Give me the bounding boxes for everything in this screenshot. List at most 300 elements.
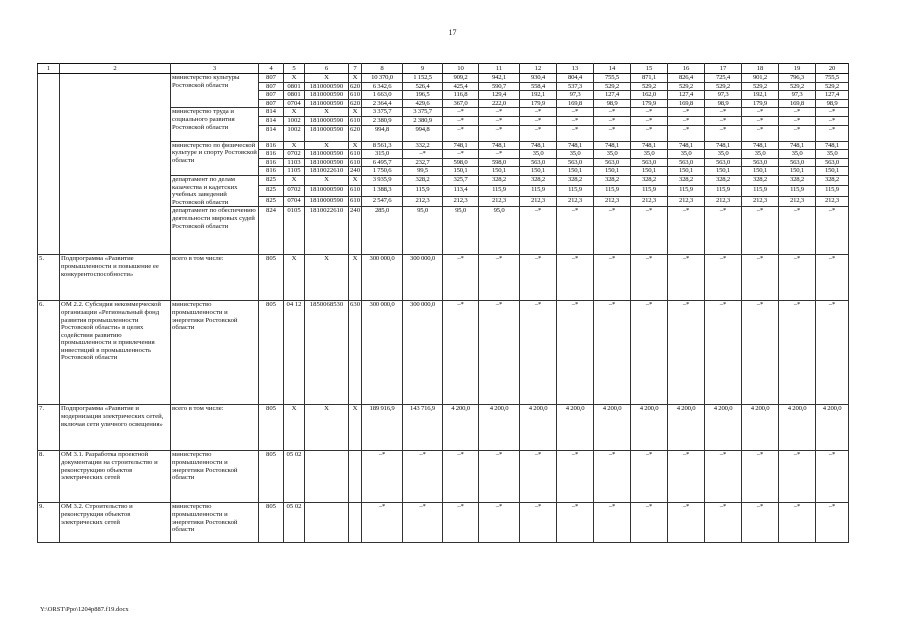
value-year-2: 300 000,0 bbox=[403, 301, 443, 405]
value-year-5: 930,4 bbox=[520, 74, 557, 83]
value-year-11: 529,2 bbox=[742, 82, 779, 91]
value-year-3: 212,3 bbox=[443, 196, 479, 206]
value-year-9: 212,3 bbox=[668, 196, 705, 206]
value-year-13: –* bbox=[816, 207, 849, 255]
value-year-12: 328,2 bbox=[779, 175, 816, 185]
value-year-8: 328,2 bbox=[631, 175, 668, 185]
value-year-1: 8 561,3 bbox=[362, 141, 403, 150]
value-year-3: –* bbox=[443, 503, 479, 543]
value-year-11: –* bbox=[742, 108, 779, 117]
value-year-1: 189 916,9 bbox=[362, 405, 403, 451]
value-year-1: 3 375,7 bbox=[362, 108, 403, 117]
gov-code: 824 bbox=[259, 207, 284, 255]
value-year-7: 328,2 bbox=[594, 175, 631, 185]
value-year-11: 192,1 bbox=[742, 91, 779, 100]
value-year-11: 179,9 bbox=[742, 99, 779, 108]
value-year-8: –* bbox=[631, 301, 668, 405]
target-code: 1810022610 bbox=[305, 207, 349, 255]
value-year-11: 328,2 bbox=[742, 175, 779, 185]
column-header-4: 4 bbox=[259, 64, 284, 74]
value-year-10: 97,3 bbox=[705, 91, 742, 100]
value-year-10: –* bbox=[705, 503, 742, 543]
section-code: 0702 bbox=[284, 150, 305, 159]
value-year-9: 169,8 bbox=[668, 99, 705, 108]
column-header-10: 10 bbox=[443, 64, 479, 74]
value-year-10: –* bbox=[705, 207, 742, 255]
value-year-3: –* bbox=[443, 255, 479, 301]
value-year-10: 150,1 bbox=[705, 167, 742, 176]
target-code: 1810000590 bbox=[305, 196, 349, 206]
value-year-7: 127,4 bbox=[594, 91, 631, 100]
value-year-13: –* bbox=[816, 116, 849, 125]
value-year-3: –* bbox=[443, 301, 479, 405]
value-year-12: 150,1 bbox=[779, 167, 816, 176]
program-name: ОМ 3.2. Строительство и реконструкция объектов электрических сетей bbox=[60, 503, 171, 543]
value-year-9: 563,0 bbox=[668, 158, 705, 167]
expense-code: 610 bbox=[350, 150, 361, 158]
gov-code: 814 bbox=[259, 108, 284, 117]
value-year-8: 563,0 bbox=[631, 158, 668, 167]
value-year-2: 232,7 bbox=[403, 158, 443, 167]
value-year-9: –* bbox=[668, 125, 705, 141]
value-year-3: 598,0 bbox=[443, 158, 479, 167]
value-year-8: –* bbox=[631, 116, 668, 125]
value-year-8: –* bbox=[631, 503, 668, 543]
value-year-6: 115,9 bbox=[557, 186, 594, 196]
value-year-3: 748,1 bbox=[443, 141, 479, 150]
value-year-7: –* bbox=[594, 108, 631, 117]
expense-code: 610 bbox=[349, 196, 362, 206]
value-year-5: 150,1 bbox=[520, 167, 557, 176]
value-year-11: –* bbox=[742, 301, 779, 405]
column-header-12: 12 bbox=[520, 64, 557, 74]
value-year-8: 35,0 bbox=[631, 150, 668, 159]
value-year-10: –* bbox=[705, 125, 742, 141]
target-code: 1810000590 bbox=[305, 125, 349, 141]
section-code: X bbox=[284, 108, 305, 117]
value-year-9: 328,2 bbox=[668, 175, 705, 185]
row-number: 5. bbox=[38, 255, 60, 301]
value-year-2: 1 152,5 bbox=[403, 74, 443, 83]
gov-code: 814 bbox=[259, 116, 284, 125]
column-header-16: 16 bbox=[668, 64, 705, 74]
value-year-13: 35,0 bbox=[816, 150, 849, 159]
value-year-4: 222,0 bbox=[479, 99, 520, 108]
value-year-13: 127,4 bbox=[816, 91, 849, 100]
gov-code: 805 bbox=[259, 405, 284, 451]
value-year-10: 35,0 bbox=[705, 150, 742, 159]
value-year-6: –* bbox=[557, 255, 594, 301]
value-year-7: 115,9 bbox=[594, 186, 631, 196]
value-year-7: 529,2 bbox=[594, 82, 631, 91]
value-year-9: –* bbox=[668, 255, 705, 301]
value-year-11: –* bbox=[742, 125, 779, 141]
value-year-5: 212,3 bbox=[520, 196, 557, 206]
section-code: X bbox=[284, 255, 305, 301]
value-year-2: –* bbox=[403, 503, 443, 543]
value-year-1: 1 750,6 bbox=[362, 167, 403, 176]
value-year-12: –* bbox=[779, 503, 816, 543]
value-year-10: 4 200,0 bbox=[705, 405, 742, 451]
value-year-9: 826,4 bbox=[668, 74, 705, 83]
value-year-4: –* bbox=[479, 116, 520, 125]
value-year-13: 563,0 bbox=[816, 158, 849, 167]
table-row bbox=[38, 74, 849, 83]
value-year-10: 725,4 bbox=[705, 74, 742, 83]
section-code: 0801 bbox=[284, 82, 305, 91]
value-year-5: –* bbox=[520, 108, 557, 117]
gov-code: 816 bbox=[259, 150, 284, 159]
value-year-10: 98,9 bbox=[705, 99, 742, 108]
value-year-5: 115,9 bbox=[520, 186, 557, 196]
value-year-1: 285,0 bbox=[362, 207, 403, 255]
agency-name: всего в том числе: bbox=[171, 255, 259, 301]
value-year-9: 4 200,0 bbox=[668, 405, 705, 451]
value-year-7: –* bbox=[594, 207, 631, 255]
value-year-12: –* bbox=[779, 451, 816, 503]
row-number: 8. bbox=[38, 451, 60, 503]
program-name: Подпрограмма «Развитие и модернизация электрических сетей, включая сети уличного освещения» bbox=[60, 405, 171, 451]
value-year-6: –* bbox=[557, 207, 594, 255]
value-year-4: 115,9 bbox=[479, 186, 520, 196]
value-year-4: –* bbox=[479, 125, 520, 141]
value-year-9: 35,0 bbox=[668, 150, 705, 159]
value-year-3: –* bbox=[443, 125, 479, 141]
column-header-5: 5 bbox=[284, 64, 305, 74]
gov-code: 805 bbox=[259, 451, 284, 503]
expense-code: 610 bbox=[350, 116, 361, 124]
target-code: 1810000590 bbox=[305, 91, 349, 100]
value-year-5: –* bbox=[520, 207, 557, 255]
value-year-6: 97,3 bbox=[557, 91, 594, 100]
value-year-5: 563,0 bbox=[520, 158, 557, 167]
value-year-12: 97,3 bbox=[779, 91, 816, 100]
column-header-17: 17 bbox=[705, 64, 742, 74]
value-year-2: 332,2 bbox=[403, 141, 443, 150]
value-year-6: 212,3 bbox=[557, 196, 594, 206]
value-year-2: 2 380,9 bbox=[403, 116, 443, 125]
value-year-7: 98,9 bbox=[594, 99, 631, 108]
value-year-13: –* bbox=[816, 255, 849, 301]
value-year-8: –* bbox=[631, 255, 668, 301]
agency-name: министерство культуры Ростовской области bbox=[171, 74, 259, 108]
value-year-3: 325,7 bbox=[443, 175, 479, 185]
value-year-11: 4 200,0 bbox=[742, 405, 779, 451]
value-year-9: –* bbox=[668, 207, 705, 255]
gov-code: 825 bbox=[259, 186, 284, 196]
expense-code bbox=[349, 503, 362, 543]
value-year-11: 212,3 bbox=[742, 196, 779, 206]
value-year-5: 558,4 bbox=[520, 82, 557, 91]
target-code: 1810000590 bbox=[305, 82, 349, 91]
value-year-11: 901,2 bbox=[742, 74, 779, 83]
value-year-5: 4 200,0 bbox=[520, 405, 557, 451]
value-year-4: 598,0 bbox=[479, 158, 520, 167]
value-year-5: –* bbox=[520, 503, 557, 543]
section-code: 0702 bbox=[284, 186, 305, 196]
value-year-7: –* bbox=[594, 255, 631, 301]
value-year-6: 35,0 bbox=[557, 150, 594, 159]
expense-code: X bbox=[349, 175, 362, 185]
value-year-2: –* bbox=[403, 150, 443, 159]
value-year-7: 755,5 bbox=[594, 74, 631, 83]
value-year-8: –* bbox=[631, 108, 668, 117]
expense-code: 610 bbox=[349, 186, 362, 196]
value-year-5: 35,0 bbox=[520, 150, 557, 159]
program-name: Подпрограмма «Развитие промышленности и повышение ее конкурентоспособности» bbox=[60, 255, 171, 301]
value-year-5: 192,1 bbox=[520, 91, 557, 100]
value-year-5: –* bbox=[520, 125, 557, 141]
expense-code: 620 bbox=[349, 125, 362, 141]
value-year-8: 4 200,0 bbox=[631, 405, 668, 451]
value-year-2: 994,8 bbox=[403, 125, 443, 141]
section-code: X bbox=[284, 175, 305, 185]
value-year-12: –* bbox=[779, 116, 816, 125]
agency-name: министерство промышленности и энергетики Ростовской области bbox=[171, 451, 259, 503]
value-year-5: –* bbox=[520, 255, 557, 301]
gov-code: 825 bbox=[259, 196, 284, 206]
value-year-13: 529,2 bbox=[816, 82, 849, 91]
table-row bbox=[38, 255, 849, 301]
value-year-11: –* bbox=[742, 451, 779, 503]
value-year-4: –* bbox=[479, 255, 520, 301]
value-year-11: –* bbox=[742, 116, 779, 125]
value-year-2: 3 375,7 bbox=[403, 108, 443, 117]
file-path-footer: Y:\ORST\Ppo\1204p887.f19.docx bbox=[40, 606, 129, 613]
value-year-13: 150,1 bbox=[816, 167, 849, 176]
value-year-12: 796,3 bbox=[779, 74, 816, 83]
expense-code: X bbox=[349, 255, 362, 301]
value-year-3: 367,0 bbox=[443, 99, 479, 108]
value-year-4: –* bbox=[479, 451, 520, 503]
agency-name: министерство промышленности и энергетики Ростовской области bbox=[171, 301, 259, 405]
value-year-11: –* bbox=[742, 255, 779, 301]
gov-code: 816 bbox=[259, 158, 284, 167]
value-year-9: 150,1 bbox=[668, 167, 705, 176]
gov-code: 825 bbox=[259, 175, 284, 185]
section-code: 05 02 bbox=[284, 451, 305, 503]
target-code: X bbox=[305, 255, 349, 301]
value-year-13: 98,9 bbox=[816, 99, 849, 108]
value-year-3: –* bbox=[443, 451, 479, 503]
value-year-4: –* bbox=[479, 301, 520, 405]
section-code: 05 02 bbox=[284, 503, 305, 543]
value-year-1: 6 495,7 bbox=[362, 158, 403, 167]
value-year-10: –* bbox=[705, 255, 742, 301]
value-year-5: –* bbox=[520, 451, 557, 503]
section-code: 0704 bbox=[284, 99, 305, 108]
section-code: 0105 bbox=[284, 207, 305, 255]
column-header-15: 15 bbox=[631, 64, 668, 74]
value-year-13: 4 200,0 bbox=[816, 405, 849, 451]
value-year-10: –* bbox=[705, 108, 742, 117]
value-year-3: 425,4 bbox=[443, 82, 479, 91]
value-year-6: –* bbox=[557, 451, 594, 503]
value-year-11: 563,0 bbox=[742, 158, 779, 167]
value-year-8: 162,0 bbox=[631, 91, 668, 100]
value-year-12: 169,8 bbox=[779, 99, 816, 108]
program-cell bbox=[60, 74, 171, 255]
value-year-1: 1 663,0 bbox=[362, 91, 403, 100]
agency-name: министерство промышленности и энергетики Ростовской области bbox=[171, 503, 259, 543]
value-year-7: –* bbox=[594, 116, 631, 125]
value-year-10: 563,0 bbox=[705, 158, 742, 167]
value-year-9: –* bbox=[668, 108, 705, 117]
value-year-11: 748,1 bbox=[742, 141, 779, 150]
value-year-7: –* bbox=[594, 503, 631, 543]
value-year-4: 95,0 bbox=[479, 207, 520, 255]
row-number-cell bbox=[38, 74, 60, 255]
value-year-6: –* bbox=[557, 503, 594, 543]
value-year-6: 537,3 bbox=[557, 82, 594, 91]
value-year-10: 748,1 bbox=[705, 141, 742, 150]
value-year-8: 529,2 bbox=[631, 82, 668, 91]
target-code bbox=[305, 503, 349, 543]
target-code bbox=[305, 451, 349, 503]
value-year-1: –* bbox=[362, 451, 403, 503]
value-year-7: 4 200,0 bbox=[594, 405, 631, 451]
gov-code: 807 bbox=[259, 99, 284, 108]
value-year-9: 748,1 bbox=[668, 141, 705, 150]
value-year-4: 129,4 bbox=[479, 91, 520, 100]
column-header-6: 6 bbox=[305, 64, 349, 74]
value-year-7: 35,0 bbox=[594, 150, 631, 159]
value-year-3: 95,0 bbox=[443, 207, 479, 255]
target-code: 1810000590 bbox=[305, 116, 349, 125]
column-header-18: 18 bbox=[742, 64, 779, 74]
value-year-2: 212,3 bbox=[403, 196, 443, 206]
value-year-6: 328,2 bbox=[557, 175, 594, 185]
section-code: 1002 bbox=[284, 125, 305, 141]
value-year-6: –* bbox=[557, 125, 594, 141]
value-year-9: –* bbox=[668, 301, 705, 405]
target-code: X bbox=[305, 141, 349, 150]
section-code: 04 12 bbox=[284, 301, 305, 405]
value-year-1: 2 364,4 bbox=[362, 99, 403, 108]
value-year-9: 127,4 bbox=[668, 91, 705, 100]
section-code: 1002 bbox=[284, 116, 305, 125]
value-year-10: –* bbox=[705, 116, 742, 125]
value-year-3: –* bbox=[443, 150, 479, 159]
value-year-8: 748,1 bbox=[631, 141, 668, 150]
value-year-7: 563,0 bbox=[594, 158, 631, 167]
budget-table bbox=[37, 63, 849, 543]
value-year-4: 150,1 bbox=[479, 167, 520, 176]
target-code: X bbox=[305, 74, 349, 83]
column-header-11: 11 bbox=[479, 64, 520, 74]
value-year-2: 300 000,0 bbox=[403, 255, 443, 301]
section-code: X bbox=[284, 405, 305, 451]
column-header-2: 2 bbox=[60, 64, 171, 74]
column-header-20: 20 bbox=[816, 64, 849, 74]
target-code: 1810000590 bbox=[305, 186, 349, 196]
program-name: ОМ 2.2. Субсидия некоммерческой организации «Региональный фонд развития промышленности Ростовской области» в целях содействия развитию промышленности и привлечения инвестиций в промышленность Ростовской области bbox=[60, 301, 171, 405]
value-year-4: 942,1 bbox=[479, 74, 520, 83]
expense-code: X bbox=[349, 74, 362, 83]
value-year-3: 113,4 bbox=[443, 186, 479, 196]
value-year-4: –* bbox=[479, 108, 520, 117]
value-year-12: –* bbox=[779, 125, 816, 141]
gov-code: 816 bbox=[259, 167, 284, 176]
section-code: 0801 bbox=[284, 91, 305, 100]
value-year-1: 1 388,3 bbox=[362, 186, 403, 196]
column-header-7: 7 bbox=[349, 64, 362, 74]
gov-code: 805 bbox=[259, 255, 284, 301]
value-year-6: –* bbox=[557, 108, 594, 117]
table-row bbox=[38, 451, 849, 503]
table-row bbox=[38, 301, 849, 405]
expense-code: X bbox=[349, 405, 362, 451]
value-year-10: 328,2 bbox=[705, 175, 742, 185]
value-year-8: 179,9 bbox=[631, 99, 668, 108]
value-year-1: 994,8 bbox=[362, 125, 403, 141]
value-year-2: –* bbox=[403, 451, 443, 503]
value-year-8: 212,3 bbox=[631, 196, 668, 206]
value-year-1: 315,0 bbox=[362, 150, 403, 159]
value-year-11: –* bbox=[742, 503, 779, 543]
value-year-9: –* bbox=[668, 116, 705, 125]
expense-code: X bbox=[349, 141, 362, 150]
value-year-4: 4 200,0 bbox=[479, 405, 520, 451]
gov-code: 807 bbox=[259, 74, 284, 83]
value-year-6: 4 200,0 bbox=[557, 405, 594, 451]
value-year-3: 4 200,0 bbox=[443, 405, 479, 451]
value-year-6: 150,1 bbox=[557, 167, 594, 176]
value-year-12: 563,0 bbox=[779, 158, 816, 167]
value-year-6: 169,8 bbox=[557, 99, 594, 108]
value-year-9: –* bbox=[668, 451, 705, 503]
value-year-12: –* bbox=[779, 108, 816, 117]
value-year-7: –* bbox=[594, 125, 631, 141]
table-row bbox=[38, 503, 849, 543]
value-year-12: 35,0 bbox=[779, 150, 816, 159]
target-code: 1810000590 bbox=[305, 150, 349, 159]
value-year-8: 871,1 bbox=[631, 74, 668, 83]
value-year-2: 99,5 bbox=[403, 167, 443, 176]
value-year-13: –* bbox=[816, 451, 849, 503]
value-year-2: 95,0 bbox=[403, 207, 443, 255]
value-year-13: 115,9 bbox=[816, 186, 849, 196]
value-year-9: –* bbox=[668, 503, 705, 543]
header-row bbox=[38, 64, 849, 74]
value-year-6: 804,4 bbox=[557, 74, 594, 83]
value-year-2: 526,4 bbox=[403, 82, 443, 91]
agency-name: всего в том числе: bbox=[171, 405, 259, 451]
value-year-8: 150,1 bbox=[631, 167, 668, 176]
value-year-12: –* bbox=[779, 301, 816, 405]
agency-name: министерство труда и социального развития Ростовской области bbox=[171, 108, 259, 141]
agency-name: департамент по обеспечению деятельности мировых судей Ростовской области bbox=[171, 207, 259, 255]
value-year-9: 115,9 bbox=[668, 186, 705, 196]
value-year-12: 212,3 bbox=[779, 196, 816, 206]
value-year-3: 116,8 bbox=[443, 91, 479, 100]
value-year-5: –* bbox=[520, 116, 557, 125]
column-header-1: 1 bbox=[38, 64, 60, 74]
value-year-3: 909,2 bbox=[443, 74, 479, 83]
column-header-8: 8 bbox=[362, 64, 403, 74]
value-year-10: 115,9 bbox=[705, 186, 742, 196]
expense-code: X bbox=[349, 108, 362, 117]
column-header-14: 14 bbox=[594, 64, 631, 74]
value-year-4: –* bbox=[479, 503, 520, 543]
value-year-10: –* bbox=[705, 451, 742, 503]
value-year-13: 328,2 bbox=[816, 175, 849, 185]
value-year-6: 563,0 bbox=[557, 158, 594, 167]
section-code: 0704 bbox=[284, 196, 305, 206]
value-year-8: 115,9 bbox=[631, 186, 668, 196]
gov-code: 807 bbox=[259, 82, 284, 91]
column-header-13: 13 bbox=[557, 64, 594, 74]
